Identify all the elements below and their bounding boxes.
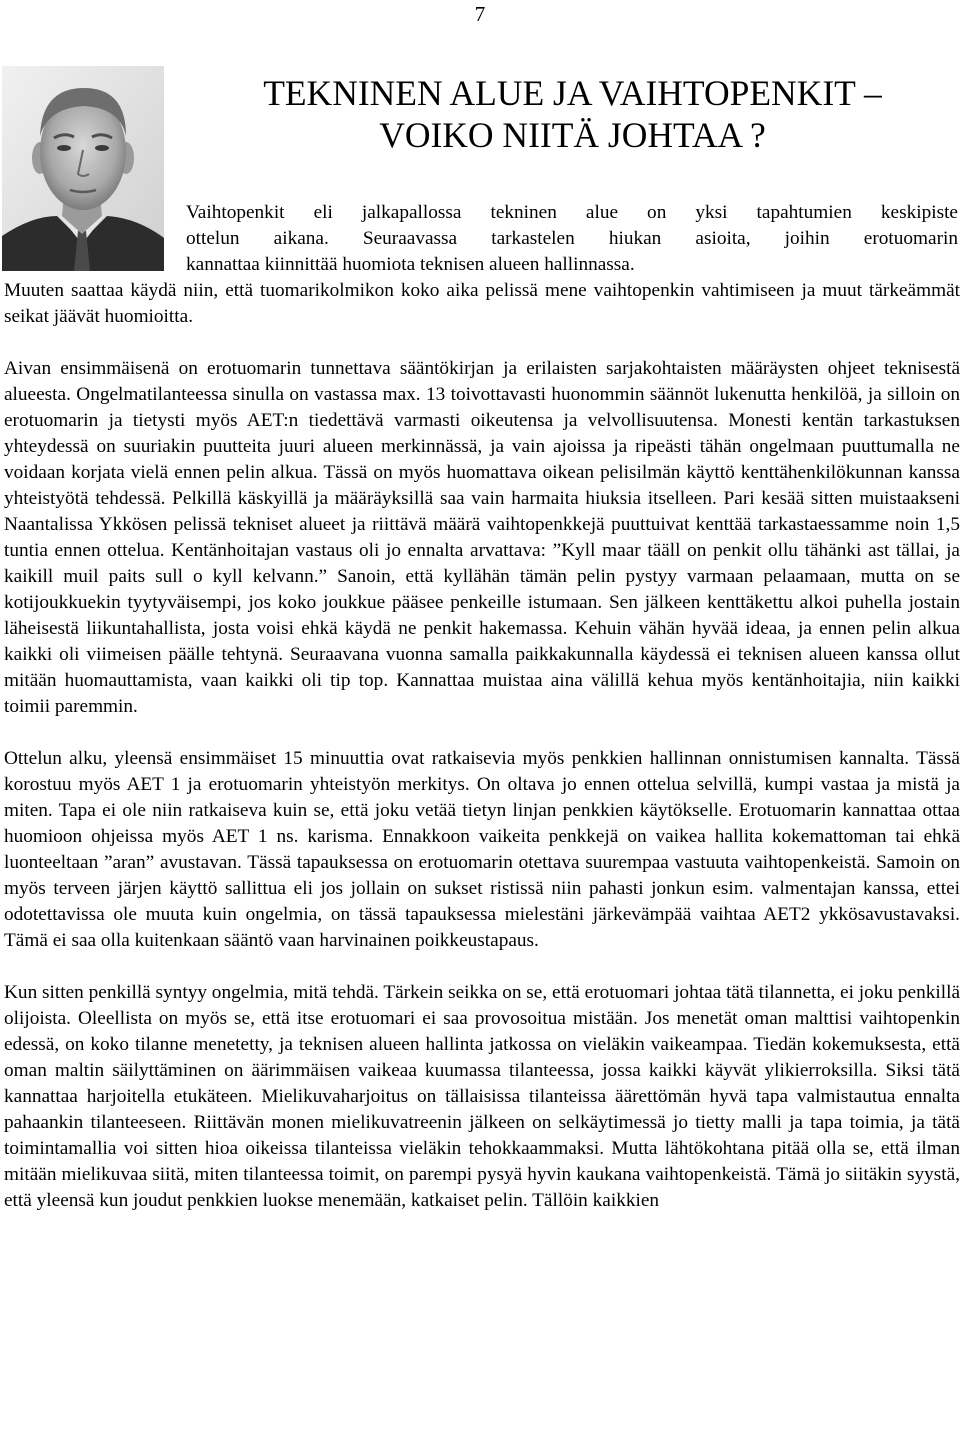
author-portrait-image xyxy=(2,66,164,271)
article-title xyxy=(185,72,960,156)
paragraph-4: Kun sitten penkillä syntyy ongelmia, mitä tehdä. Tärkein seikka on se, että erotuomari johtaa tätä tilannetta, ei joku penkillä olijoista. Oleellista on myös se, että itse erotuomari ei saa provosoitua mistään. Jos menetät oman malttisi vaihtopenkin edessä, on koko tilanne menetetty, ja teknisen alueen hallinta jatkossa on vieläkin vaikeampaa. Tiedän kokemuksesta, että oman maltin säilyttäminen on äärimmäisen vaikeaa kuumassa tilanteessa, jossa kaikki käyvät ylikierroksilla. Siksi tätä kannattaa harjoitella etukäteen. Mielikuvaharjoitus on tällaisissa tilanteissa äärettömän hyvä tapa valmistautua ennalta pahaankin tilanteeseen. Riittävän monen mielikuvatreenin jälkeen on selkäytimessä jo tietty malli ja tapa toimia, ja tätä toimintamallia voi sitten hioa oikeissa tilanteissa vieläkin tehokkaammaksi. Mutta lähtökohtana pitää olla se, että ilman mitään mielikuvaa siitä, miten tilanteessa toimit, on parempi pysyä hyvin kaukana vaihtopenkeistä. Tämä jo siitäkin syystä, että yleensä kun joudut penkkien luokse menemään, katkaiset pelin. Tällöin kaikkien xyxy=(4,982,960,1211)
paragraph-3: Ottelun alku, yleensä ensimmäiset 15 minuuttia ovat ratkaisevia myös penkkien hallinnan onnistumisen kannalta. Tässä korostuu myös AET 1 ja erotuomarin yhteistyön merkitys. On oltava jo ennen ottelua selvillä, kumpi vastaa ja mistä ja miten. Tapa ei ole niin ratkaiseva kuin se, että joku vetää tietyn linjan penkkien käytökselle. Erotuomarin kannattaa ottaa huomioon ohjeissa myös AET 1 ns. karisma. Ennakkoon vaikeita penkkejä on vaikea hallita kokemattoman tai ehkä luonteeltaan ”aran” avustavan. Tässä tapauksessa on erotuomarin otettava suurempaa vastuuta vaihtopenkeistä. Samoin on myös terveen järjen käyttö sallittua eli jos jollain on sukset ristissä niin pahasti jonkun esim. valmentajan kanssa, ettei odotettavissa ole muuta kuin ongelmia, on tässä tapauksessa mielestäni järkevämpää vaihtaa AET2 ykkösavustavaksi. Tämä ei saa olla kuitenkaan sääntö vaan harvinainen poikkeustapaus. xyxy=(4,748,960,951)
paragraph-1: Muuten saattaa käydä niin, että tuomarikolmikon koko aika pelissä mene vaihtopenkin vahtimiseen ja muut tärkeämmät seikat jäävät huomioitta. xyxy=(4,280,960,327)
intro-line-1: Vaihtopenkit eli jalkapallossa tekninen alue on yksi tapahtumien keskipiste xyxy=(186,202,958,223)
author-portrait xyxy=(2,66,164,271)
page-number: 7 xyxy=(474,2,486,26)
paragraph-2: Aivan ensimmäisenä on erotuomarin tunnettava sääntökirjan ja erilaisten sarjakohtaisten määräysten ohjeet teknisestä alueesta. Ongelmatilanteessa sinulla on vastassa max. 13 toivottavasti huonommin säännöt lukenutta henkilöä, ja silloin on erotuomarin ja tietysti myös AET:n tiedettävä varmasti oikeutensa ja velvollisuutensa. Monesti kentän tarkastuksen yhteydessä on suuriakin puutteita juuri alueen merkinnässä, ja vain ajoissa ja ripeästi tähän ongelmaan puuttumalla ne voidaan korjata vielä ennen pelin alkua. Tässä on myös huomattava oikean pelisilmän käyttö kenttähenkilökunnan kanssa yhteistyötä tehdessä. Pelkillä käskyillä ja määräyksillä saa vain harmaita hiuksia itselleen. Pari kesää sitten muistaakseni Naantalissa Ykkösen pelissä tekniset alueet ja riittävä määrä vaihtopenkkejä puuttuivat kenttää tarkastaessamme noin 1,5 tuntia ennen ottelua. Kentänhoitajan vastaus oli jo ennalta arvattava: ”Kyll maar tääll on penkit ollu tähänki ast tällai, ja kaikill muil paits sull o kyll kelvann.” Sanoin, että kyllähän tämän pelin pystyy varmaan pelaamaan, mutta on se kotijoukkuekin tyytyväisempi, jos koko joukkue pääsee penkeille istumaan. Sen jälkeen kenttäkettu alkoi puhella jostain läheisestä liikuntahallista, josta voisi ehkä käydä ne penkit hakemassa. Kehuin vähän hyvää ideaa, ja ennen pelin alkua kaikki oli viimeisen päälle tehtynä. Seuraavana vuonna samalla paikkakunnalla käydessä ei teknisen alueen kanssa ollut mitään huomauttamista, vaan kaikki oli tip top. Kannattaa muistaa aina välillä kehua myös kentänhoitajia, niin kaikki toimii paremmin. xyxy=(4,358,960,717)
title-line-2: VOIKO NIITÄ JOHTAA ? xyxy=(379,115,766,155)
intro-text xyxy=(186,200,958,278)
intro-line-2: ottelun aikana. Seuraavassa tarkastelen hiukan asioita, joihin erotuomarin xyxy=(186,228,958,249)
article-body xyxy=(4,278,960,1214)
title-line-1: TEKNINEN ALUE JA VAIHTOPENKIT – xyxy=(263,73,882,113)
intro-line-3: kannattaa kiinnittää huomiota teknisen alueen hallinnassa. xyxy=(186,254,635,275)
